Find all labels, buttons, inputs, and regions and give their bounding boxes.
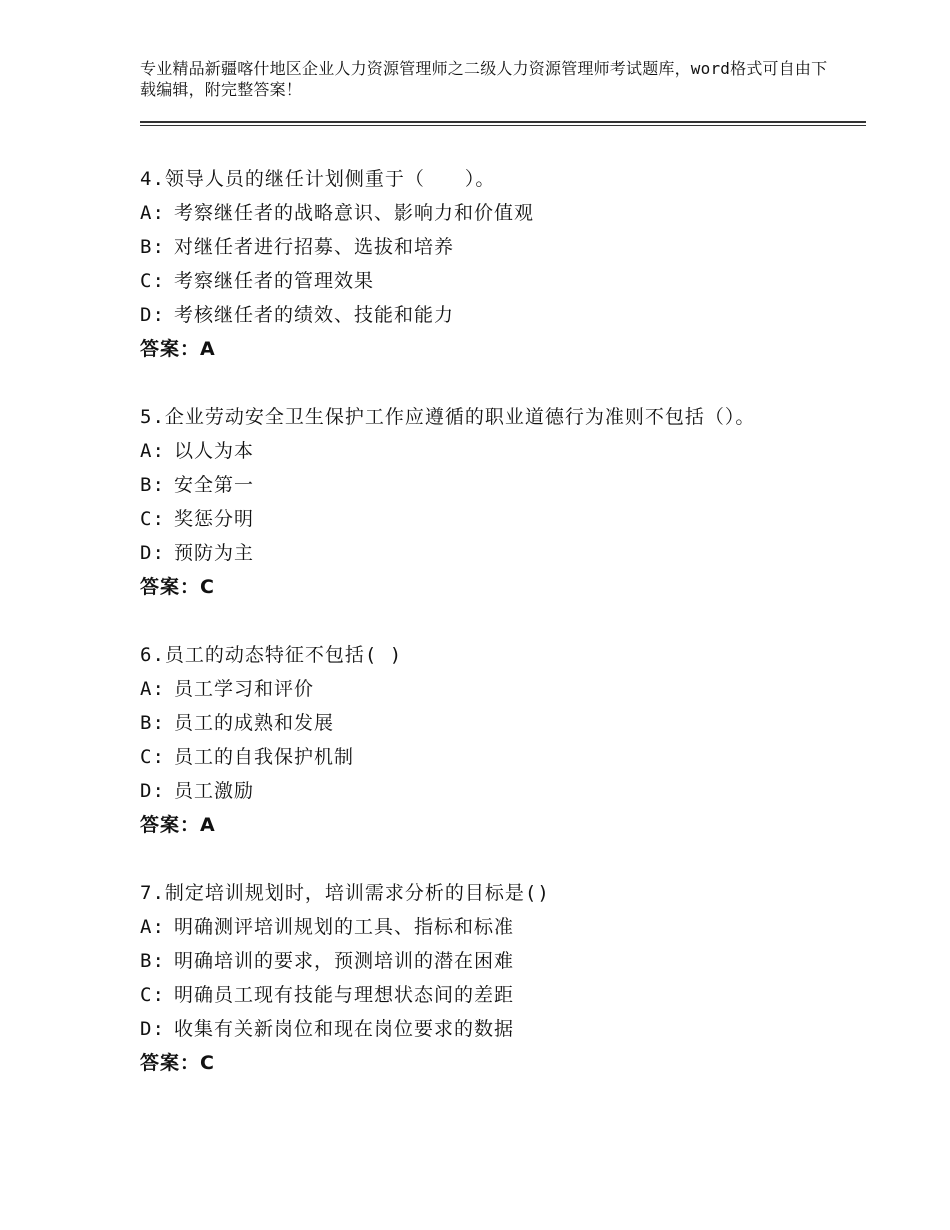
option-text: 考察继任者的战略意识、影响力和价值观 [174, 202, 535, 224]
option-c [140, 978, 840, 1012]
question-stem: 7.制定培训规划时，培训需求分析的目标是() [140, 882, 550, 904]
option-key: B: [140, 712, 165, 734]
option-text: 收集有关新岗位和现在岗位要求的数据 [174, 1018, 515, 1040]
question-list [140, 162, 840, 1114]
option-key: C: [140, 508, 165, 530]
option-key: C: [140, 270, 165, 292]
option-a [140, 910, 840, 944]
option-text: 考核继任者的绩效、技能和能力 [174, 304, 455, 326]
question-4 [140, 162, 840, 366]
option-text: 明确培训的要求，预测培训的潜在困难 [174, 950, 515, 972]
option-key: A: [140, 916, 165, 938]
option-key: C: [140, 984, 165, 1006]
question-stem: 6.员工的动态特征不包括( ) [140, 644, 403, 666]
option-text: 员工的自我保护机制 [174, 746, 355, 768]
option-key: A: [140, 202, 165, 224]
question-stem: 5.企业劳动安全卫生保护工作应遵循的职业道德行为准则不包括（）。 [140, 406, 756, 428]
answer-label: 答案：C [140, 1052, 215, 1074]
option-d [140, 1012, 840, 1046]
option-key: D: [140, 780, 165, 802]
option-key: D: [140, 1018, 165, 1040]
option-a [140, 672, 840, 706]
header-divider [140, 121, 866, 126]
option-key: B: [140, 950, 165, 972]
option-text: 奖惩分明 [174, 508, 255, 530]
answer-label: 答案：A [140, 814, 216, 836]
option-text: 预防为主 [174, 542, 255, 564]
option-text: 安全第一 [174, 474, 255, 496]
option-b [140, 706, 840, 740]
option-d [140, 536, 840, 570]
option-b [140, 230, 840, 264]
option-a [140, 196, 840, 230]
option-c [140, 740, 840, 774]
option-text: 考察继任者的管理效果 [174, 270, 375, 292]
answer-label: 答案：A [140, 338, 216, 360]
option-text: 员工学习和评价 [174, 678, 315, 700]
option-a [140, 434, 840, 468]
option-c [140, 264, 840, 298]
option-d [140, 774, 840, 808]
question-5 [140, 400, 840, 604]
option-text: 明确员工现有技能与理想状态间的差距 [174, 984, 515, 1006]
option-key: B: [140, 236, 165, 258]
option-c [140, 502, 840, 536]
option-key: A: [140, 678, 165, 700]
option-d [140, 298, 840, 332]
option-text: 以人为本 [174, 440, 255, 462]
option-b [140, 468, 840, 502]
option-key: B: [140, 474, 165, 496]
option-b [140, 944, 840, 978]
answer-label: 答案：C [140, 576, 215, 598]
option-key: D: [140, 304, 165, 326]
option-text: 对继任者进行招募、选拔和培养 [174, 236, 455, 258]
option-key: D: [140, 542, 165, 564]
option-key: A: [140, 440, 165, 462]
option-key: C: [140, 746, 165, 768]
question-7 [140, 876, 840, 1080]
option-text: 明确测评培训规划的工具、指标和标准 [174, 916, 515, 938]
question-6 [140, 638, 840, 842]
option-text: 员工激励 [174, 780, 255, 802]
document-header: 专业精品新疆喀什地区企业人力资源管理师之二级人力资源管理师考试题库，word格式可自由下载编辑，附完整答案！ [140, 59, 828, 99]
question-stem: 4.领导人员的继任计划侧重于（ ）。 [140, 168, 496, 190]
option-text: 员工的成熟和发展 [174, 712, 335, 734]
